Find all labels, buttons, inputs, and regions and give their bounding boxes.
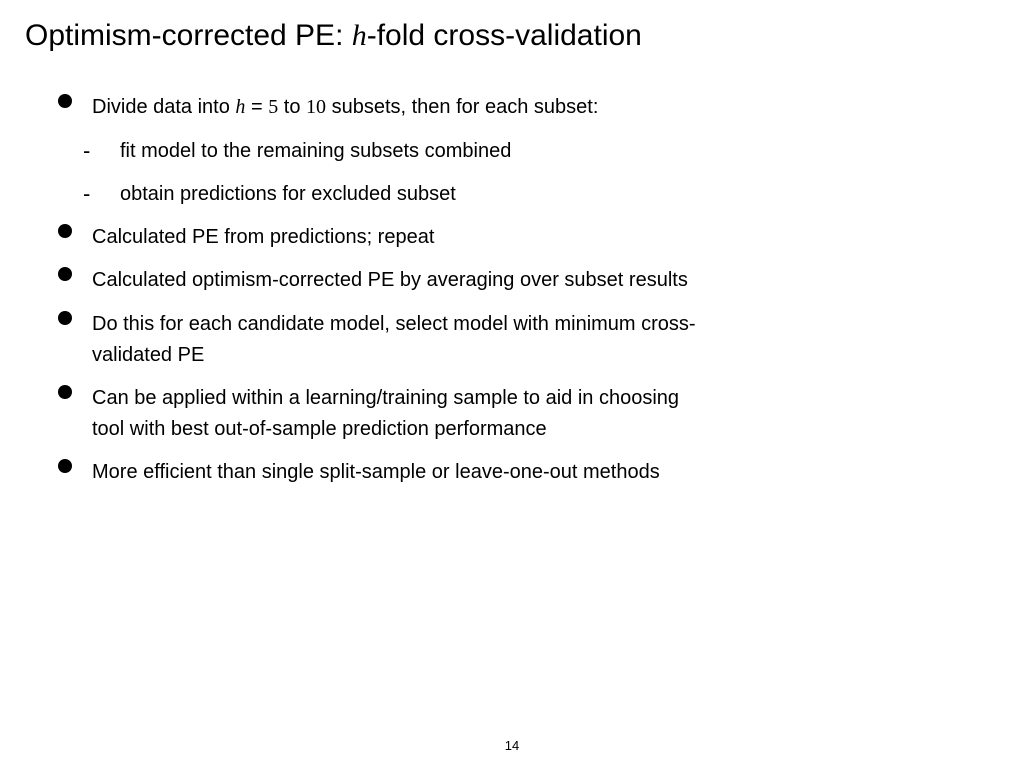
bullet-item-calculated-pe: Calculated PE from predictions; repeat (92, 226, 435, 248)
math-variable-h: h (235, 96, 246, 118)
bullet-item-more-efficient: More efficient than single split-sample or leave-one-out methods (92, 461, 660, 483)
sub-item-fit-model: fit model to the remaining subsets combined (120, 140, 512, 162)
bullet-line-2: validated PE (92, 344, 205, 366)
page-number: 14 (504, 738, 520, 753)
title-suffix: -fold cross-validation (366, 19, 642, 52)
bullet-text: Divide data into (92, 96, 236, 118)
bullet-marker (58, 94, 72, 108)
bullet-line-1: Can be applied within a learning/training sample to aid in choosing (92, 387, 680, 409)
bullet-text-to: to (278, 96, 307, 118)
bullet-item-optimism-corrected: Calculated optimism-corrected PE by averaging over subset results (92, 269, 688, 291)
bullet-line-1: Do this for each candidate model, select model with minimum cross- (92, 313, 696, 335)
title-variable-h: h (351, 19, 367, 52)
bullet-item-divide-data (92, 92, 832, 123)
bullet-marker (58, 267, 72, 281)
bullet-marker (58, 459, 72, 473)
bullet-marker (58, 385, 72, 399)
bullet-item-learning-sample (92, 383, 832, 445)
bullet-marker (58, 311, 72, 325)
sub-item-obtain-predictions: obtain predictions for excluded subset (120, 183, 456, 205)
sub-marker: - (83, 138, 91, 163)
bullet-line-2: tool with best out-of-sample prediction performance (92, 418, 547, 440)
title-prefix: Optimism-corrected PE: (25, 19, 352, 52)
bullet-item-candidate-model (92, 309, 832, 371)
bullet-marker (58, 224, 72, 238)
math-number-5: 5 (268, 96, 279, 118)
bullet-text-end: subsets, then for each subset: (326, 96, 599, 118)
sub-marker: - (83, 181, 91, 206)
math-number-10: 10 (306, 96, 327, 118)
equals-sign: = (245, 96, 269, 118)
